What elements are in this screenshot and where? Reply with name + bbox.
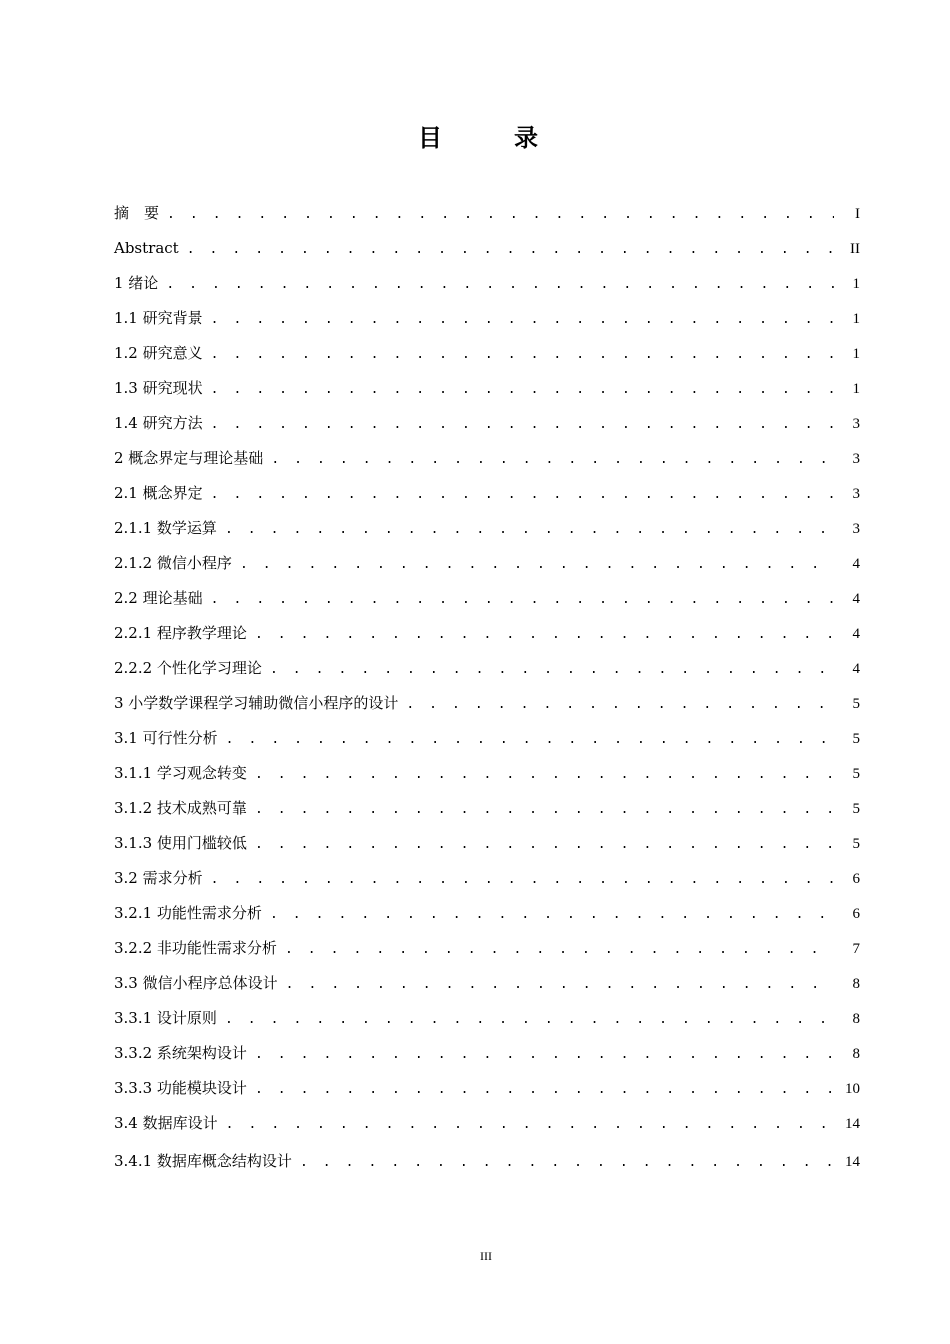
toc-entry-3-2-1[interactable] — [114, 896, 860, 931]
toc-entry-page: 3 — [852, 451, 860, 467]
toc-entry-label: 3.2.1 功能性需求分析 — [114, 904, 262, 922]
toc-entry-1-2[interactable] — [114, 336, 860, 371]
toc-entry-page: 1 — [852, 346, 860, 362]
toc-entry-label: 摘 要 — [114, 204, 160, 222]
dot-leader — [211, 582, 834, 617]
toc-entry-label: 1.2 研究意义 — [114, 344, 203, 362]
toc-entry-3-1-1[interactable] — [114, 756, 860, 791]
toc-entry-3-1[interactable] — [114, 721, 860, 756]
toc-entry-2-2-1[interactable] — [114, 616, 860, 651]
dot-leader — [255, 757, 834, 792]
dot-leader — [255, 792, 834, 827]
dot-leader — [285, 932, 834, 967]
toc-entry-page: 6 — [852, 871, 860, 887]
toc-entry-3-4-1[interactable] — [114, 1144, 860, 1179]
toc-entry-page: 6 — [852, 906, 860, 922]
dot-leader — [240, 547, 834, 582]
dot-leader — [255, 1037, 834, 1072]
toc-entry-page: 4 — [852, 626, 860, 642]
toc-entry-label: 1 绪论 — [114, 274, 159, 292]
toc-entry-2-2-2[interactable] — [114, 651, 860, 686]
toc-entry-page: 8 — [852, 1011, 860, 1027]
toc-entry-1[interactable] — [114, 266, 860, 301]
toc-entry-page: 5 — [852, 731, 860, 747]
page-title: 目 录 — [418, 124, 562, 152]
toc-entry-3-3-3[interactable] — [114, 1071, 860, 1106]
toc-entry-page: 5 — [852, 766, 860, 782]
toc-entry-label: 3.3.2 系统架构设计 — [114, 1044, 247, 1062]
toc-entry-page: 5 — [852, 696, 860, 712]
toc-entry-page: 3 — [852, 521, 860, 537]
dot-leader — [166, 267, 834, 302]
toc-entry-label: 3.3.1 设计原则 — [114, 1009, 217, 1027]
toc-entry-page: 14 — [845, 1154, 860, 1170]
toc-entry-label: 3.2 需求分析 — [114, 869, 203, 887]
dot-leader — [211, 477, 834, 512]
dot-leader — [226, 722, 834, 757]
dot-leader — [167, 197, 834, 232]
toc-entry-page: 8 — [852, 976, 860, 992]
toc-entry-page: I — [855, 206, 860, 222]
toc-entry-label: 2.2.1 程序教学理论 — [114, 624, 247, 642]
dot-leader — [187, 232, 834, 267]
toc-entry-2-1-1[interactable] — [114, 511, 860, 546]
toc-entry-3-1-3[interactable] — [114, 826, 860, 861]
toc-entry-3-3-2[interactable] — [114, 1036, 860, 1071]
dot-leader — [211, 407, 834, 442]
toc-entry-label: 3.1.2 技术成熟可靠 — [114, 799, 247, 817]
toc-entry-3[interactable] — [114, 686, 860, 721]
toc-entry-label: 3.4 数据库设计 — [114, 1114, 218, 1132]
dot-leader — [226, 1107, 834, 1142]
toc-entry-page: 8 — [852, 1046, 860, 1062]
dot-leader — [255, 1072, 834, 1107]
toc-entry-page: 7 — [852, 941, 860, 957]
dot-leader — [270, 652, 834, 687]
toc-entry-label: 2 概念界定与理论基础 — [114, 449, 264, 467]
toc-entry-label: 2.2.2 个性化学习理论 — [114, 659, 262, 677]
toc-entry-2-1-2[interactable] — [114, 546, 860, 581]
toc-entry-label: 2.2 理论基础 — [114, 589, 203, 607]
toc-entry-3-3[interactable] — [114, 966, 860, 1001]
toc-entry-label: 2.1 概念界定 — [114, 484, 203, 502]
toc-entry-page: 4 — [852, 556, 860, 572]
toc-entry-label: 1.4 研究方法 — [114, 414, 203, 432]
toc-entry-1-4[interactable] — [114, 406, 860, 441]
toc-entry-page: 5 — [852, 801, 860, 817]
toc-entry-page: 5 — [852, 836, 860, 852]
toc-entry-2-2[interactable] — [114, 581, 860, 616]
toc-entry-page: 1 — [852, 276, 860, 292]
toc-entry-page: 4 — [852, 591, 860, 607]
toc-entry-label: 3.2.2 非功能性需求分析 — [114, 939, 277, 957]
toc-entry-page: 4 — [852, 661, 860, 677]
toc-entry-abstract-cn[interactable] — [114, 196, 860, 231]
dot-leader — [270, 897, 834, 932]
toc-entry-3-1-2[interactable] — [114, 791, 860, 826]
toc-entry-label: 2.1.1 数学运算 — [114, 519, 217, 537]
dot-leader — [406, 687, 834, 722]
toc-entry-page: 1 — [852, 381, 860, 397]
dot-leader — [225, 512, 834, 547]
toc-entry-label: Abstract — [114, 239, 179, 257]
dot-leader — [271, 442, 834, 477]
toc-entry-3-3-1[interactable] — [114, 1001, 860, 1036]
table-of-contents — [114, 196, 860, 1179]
toc-entry-3-2-2[interactable] — [114, 931, 860, 966]
toc-entry-2[interactable] — [114, 441, 860, 476]
dot-leader — [225, 1002, 834, 1037]
toc-entry-3-4[interactable] — [114, 1106, 860, 1141]
toc-entry-1-3[interactable] — [114, 371, 860, 406]
toc-entry-label: 3.3.3 功能模块设计 — [114, 1079, 247, 1097]
toc-entry-abstract-en[interactable] — [114, 231, 860, 266]
toc-entry-label: 3.3 微信小程序总体设计 — [114, 974, 278, 992]
toc-entry-label: 3.1 可行性分析 — [114, 729, 218, 747]
toc-entry-page: 14 — [845, 1116, 860, 1132]
dot-leader — [255, 617, 834, 652]
page-number: III — [480, 1249, 492, 1263]
toc-entry-page: 3 — [852, 416, 860, 432]
dot-leader — [211, 337, 834, 372]
toc-entry-2-1[interactable] — [114, 476, 860, 511]
dot-leader — [286, 967, 834, 1002]
dot-leader — [211, 302, 834, 337]
toc-entry-label: 3.1.1 学习观念转变 — [114, 764, 247, 782]
dot-leader — [211, 862, 834, 897]
toc-entry-page: 3 — [852, 486, 860, 502]
toc-entry-1-1[interactable] — [114, 301, 860, 336]
toc-entry-label: 3 小学数学课程学习辅助微信小程序的设计 — [114, 694, 399, 712]
toc-entry-label: 1.3 研究现状 — [114, 379, 203, 397]
toc-entry-label: 3.1.3 使用门槛较低 — [114, 834, 247, 852]
toc-entry-label: 1.1 研究背景 — [114, 309, 203, 327]
dot-leader — [255, 827, 834, 862]
toc-entry-label: 2.1.2 微信小程序 — [114, 554, 232, 572]
dot-leader — [211, 372, 834, 407]
toc-entry-3-2[interactable] — [114, 861, 860, 896]
toc-entry-page: 10 — [845, 1081, 860, 1097]
toc-entry-label: 3.4.1 数据库概念结构设计 — [114, 1152, 292, 1170]
dot-leader — [300, 1145, 834, 1180]
toc-entry-page: II — [850, 241, 860, 257]
toc-entry-page: 1 — [852, 311, 860, 327]
